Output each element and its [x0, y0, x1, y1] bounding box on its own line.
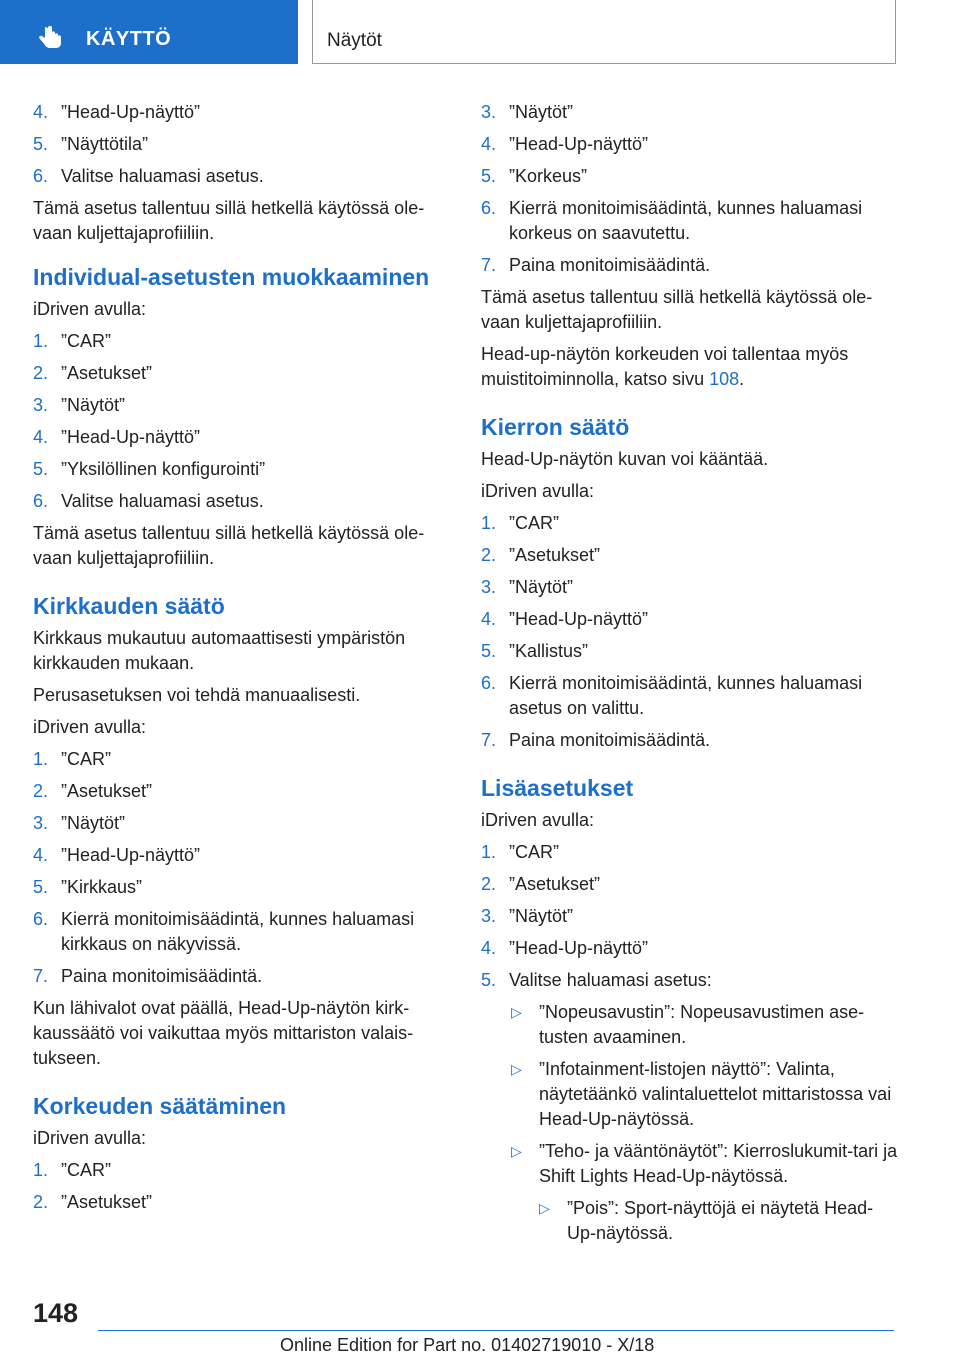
list-item — [481, 728, 901, 753]
list-item — [33, 747, 453, 772]
step-text: ”CAR” — [509, 842, 559, 862]
list-item — [33, 132, 453, 157]
list-item — [481, 968, 901, 993]
step-number: 1. — [481, 513, 497, 533]
step-number: 7. — [481, 255, 497, 275]
step-text: ”Asetukset” — [61, 363, 153, 383]
list-item — [481, 575, 901, 600]
step-number: 5. — [481, 970, 497, 990]
paragraph: Head-Up-näytön kuvan voi kääntää. — [481, 449, 769, 469]
bullet-text: ”Nopeusavustin”: Nopeusavustimen ase-tusten avaaminen. — [539, 1002, 865, 1047]
list-item — [481, 936, 901, 961]
list-item — [481, 639, 901, 664]
section-title: Näytöt — [327, 30, 382, 51]
step-text: ”Korkeus” — [509, 166, 588, 186]
step-text: ”Yksilöllinen konfigurointi” — [61, 459, 266, 479]
step-number: 2. — [481, 545, 497, 565]
bullet-item — [481, 1057, 901, 1132]
bullet-text: ”Infotainment-listojen näyttö”: Valinta, näytetäänkö valintaluettelot mittaristossa vai Head-Up-näytössä. — [539, 1059, 892, 1129]
step-text: ”Head-Up-näyttö” — [509, 134, 649, 154]
list-item — [33, 964, 453, 989]
step-text: Valitse haluamasi asetus. — [61, 491, 264, 511]
list-item — [481, 511, 901, 536]
step-number: 3. — [33, 813, 49, 833]
paragraph: Tämä asetus tallentuu sillä hetkellä käytössä ole-vaan kuljettajaprofiiliin. — [481, 287, 873, 332]
hand-pointer-icon — [38, 26, 64, 55]
step-text: ”CAR” — [61, 331, 111, 351]
step-number: 7. — [481, 730, 497, 750]
list-item — [481, 840, 901, 865]
list-item — [33, 811, 453, 836]
list-item — [33, 329, 453, 354]
step-number: 3. — [33, 395, 49, 415]
steps-list — [33, 1158, 453, 1215]
step-text: Kierrä monitoimisäädintä, kunnes haluamasi korkeus on saavutettu. — [509, 198, 863, 243]
bullet-item — [481, 1139, 901, 1189]
list-item — [33, 100, 453, 125]
step-text: ”Head-Up-näyttö” — [61, 102, 201, 122]
paragraph: Perusasetuksen voi tehdä manuaalisesti. — [33, 685, 361, 705]
paragraph: Kun lähivalot ovat päällä, Head-Up-näytön kirk-kaussäätö voi vaikuttaa myös mittariston valais-tukseen. — [33, 998, 414, 1068]
edition-note: Online Edition for Part no. 01402719010 - X/18 — [280, 1335, 655, 1355]
step-text: Paina monitoimisäädintä. — [509, 730, 711, 750]
section-heading: Korkeuden säätäminen — [33, 1093, 287, 1119]
list-item — [33, 425, 453, 450]
step-text: Kierrä monitoimisäädintä, kunnes haluamasi asetus on valittu. — [509, 673, 863, 718]
step-number: 4. — [33, 845, 49, 865]
footer-divider — [98, 1330, 894, 1331]
step-text: ”Näytöt” — [61, 395, 126, 415]
step-number: 5. — [33, 877, 49, 897]
right-column — [481, 100, 901, 1253]
list-item — [33, 875, 453, 900]
list-item — [33, 457, 453, 482]
steps-list — [33, 100, 453, 189]
step-number: 3. — [481, 906, 497, 926]
step-text: ”Näytöt” — [509, 906, 574, 926]
list-item — [481, 671, 901, 721]
step-text: ”Asetukset” — [509, 874, 601, 894]
step-number: 5. — [481, 166, 497, 186]
steps-list — [33, 747, 453, 989]
paragraph: iDriven avulla: — [33, 717, 147, 737]
steps-list — [481, 840, 901, 993]
list-item — [481, 253, 901, 278]
step-number: 4. — [481, 938, 497, 958]
step-text: ”CAR” — [509, 513, 559, 533]
step-number: 5. — [33, 459, 49, 479]
step-text: ”Asetukset” — [61, 781, 153, 801]
step-number: 6. — [33, 491, 49, 511]
paragraph: Kirkkaus mukautuu automaattisesti ympäristön kirkkauden mukaan. — [33, 628, 406, 673]
step-number: 5. — [33, 134, 49, 154]
step-text: ”Head-Up-näyttö” — [509, 938, 649, 958]
step-number: 6. — [33, 909, 49, 929]
triangle-bullet-icon: ▷ — [511, 1061, 522, 1077]
steps-list — [481, 100, 901, 278]
paragraph: iDriven avulla: — [481, 810, 595, 830]
list-item — [481, 164, 901, 189]
paragraph: iDriven avulla: — [33, 1128, 147, 1148]
list-item — [481, 543, 901, 568]
sub-bullet-item — [481, 1196, 901, 1246]
list-item — [33, 489, 453, 514]
section-heading: Individual-asetusten muokkaaminen — [33, 264, 430, 290]
list-item — [33, 843, 453, 868]
triangle-bullet-icon: ▷ — [511, 1004, 522, 1020]
section-heading: Kirkkauden säätö — [33, 593, 225, 619]
page-number: 148 — [33, 1298, 79, 1328]
triangle-bullet-icon: ▷ — [539, 1200, 550, 1216]
section-header — [312, 0, 896, 64]
step-text: ”Näytöt” — [509, 102, 574, 122]
list-item — [33, 1158, 453, 1183]
step-number: 4. — [481, 134, 497, 154]
left-column — [33, 100, 453, 1222]
step-number: 6. — [33, 166, 49, 186]
list-item — [33, 164, 453, 189]
paragraph: Tämä asetus tallentuu sillä hetkellä käytössä ole-vaan kuljettajaprofiiliin. — [33, 523, 425, 568]
step-text: ”Kirkkaus” — [61, 877, 143, 897]
paragraph-text: Head-up-näytön korkeuden voi tallentaa myös muistitoiminnolla, katso sivu — [481, 344, 849, 389]
step-number: 6. — [481, 673, 497, 693]
step-number: 4. — [33, 427, 49, 447]
step-text: ”Näyttötila” — [61, 134, 149, 154]
step-text: ”Asetukset” — [509, 545, 601, 565]
list-item — [33, 779, 453, 804]
step-text: ”Näytöt” — [509, 577, 574, 597]
bullet-text: ”Pois”: Sport-näyttöjä ei näytetä Head-Up-näytössä. — [567, 1198, 874, 1243]
step-text: ”CAR” — [61, 1160, 111, 1180]
page-link[interactable]: 108 — [709, 369, 740, 389]
paragraph: iDriven avulla: — [481, 481, 595, 501]
step-number: 7. — [33, 966, 49, 986]
list-item — [481, 607, 901, 632]
step-number: 2. — [481, 874, 497, 894]
step-number: 4. — [33, 102, 49, 122]
step-text: ”CAR” — [61, 749, 111, 769]
step-text: ”Head-Up-näyttö” — [509, 609, 649, 629]
list-item — [481, 132, 901, 157]
list-item — [481, 100, 901, 125]
step-text: ”Näytöt” — [61, 813, 126, 833]
step-number: 1. — [33, 331, 49, 351]
step-number: 3. — [481, 102, 497, 122]
step-number: 3. — [481, 577, 497, 597]
step-text: ”Head-Up-näyttö” — [61, 427, 201, 447]
step-text: Kierrä monitoimisäädintä, kunnes haluamasi kirkkaus on näkyvissä. — [61, 909, 415, 954]
section-heading: Lisäasetukset — [481, 775, 634, 801]
step-number: 2. — [33, 781, 49, 801]
chapter-label: KÄYTTÖ — [86, 28, 172, 50]
bullet-text: ”Teho- ja vääntönäytöt”: Kierroslukumit-tari ja Shift Lights Head-Up-näytössä. — [539, 1141, 898, 1186]
section-heading: Kierron säätö — [481, 414, 630, 440]
bullet-item — [481, 1000, 901, 1050]
step-text: ”Kallistus” — [509, 641, 589, 661]
list-item — [33, 361, 453, 386]
step-number: 2. — [33, 363, 49, 383]
step-number: 2. — [33, 1192, 49, 1212]
list-item — [33, 393, 453, 418]
step-number: 1. — [481, 842, 497, 862]
step-number: 6. — [481, 198, 497, 218]
triangle-bullet-icon: ▷ — [511, 1143, 522, 1159]
step-text: ”Head-Up-näyttö” — [61, 845, 201, 865]
step-text: Valitse haluamasi asetus. — [61, 166, 264, 186]
step-number: 1. — [33, 1160, 49, 1180]
step-text: Paina monitoimisäädintä. — [509, 255, 711, 275]
list-item — [481, 904, 901, 929]
step-text: ”Asetukset” — [61, 1192, 153, 1212]
step-number: 1. — [33, 749, 49, 769]
list-item — [33, 907, 453, 957]
list-item — [481, 196, 901, 246]
step-number: 5. — [481, 641, 497, 661]
step-text: Paina monitoimisäädintä. — [61, 966, 263, 986]
paragraph-end: . — [739, 369, 745, 389]
step-text: Valitse haluamasi asetus: — [509, 970, 712, 990]
step-number: 4. — [481, 609, 497, 629]
steps-list — [33, 329, 453, 514]
list-item — [33, 1190, 453, 1215]
paragraph: iDriven avulla: — [33, 299, 147, 319]
chapter-tab — [0, 0, 298, 64]
paragraph-with-link — [481, 342, 901, 392]
list-item — [481, 872, 901, 897]
steps-list — [481, 511, 901, 753]
paragraph: Tämä asetus tallentuu sillä hetkellä käytössä ole-vaan kuljettajaprofiiliin. — [33, 198, 425, 243]
